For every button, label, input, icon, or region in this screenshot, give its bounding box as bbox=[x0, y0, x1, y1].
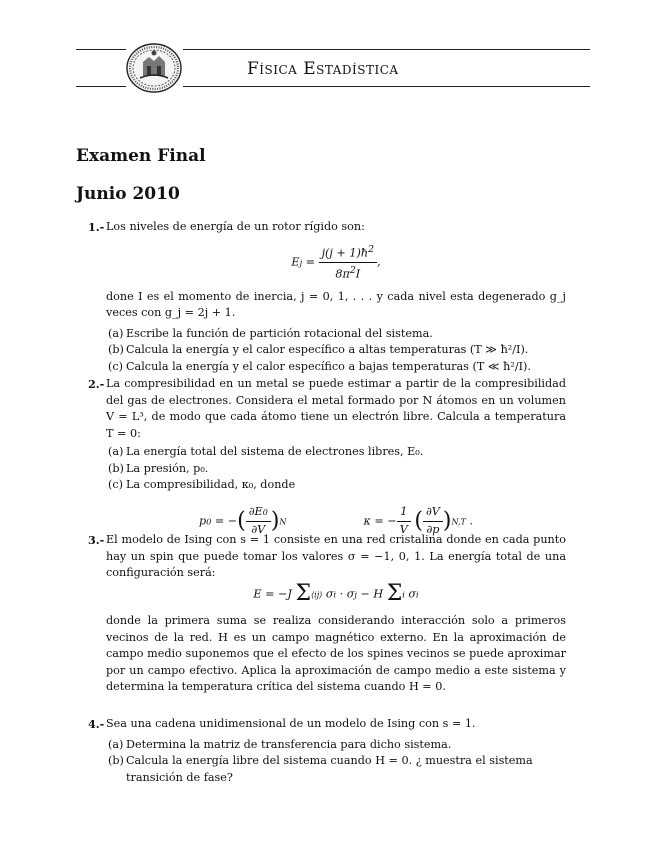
problem-1 bbox=[88, 219, 566, 375]
sub-items bbox=[108, 326, 566, 376]
sub-item: (a) Escribe la función de partición rotacional del sistema. bbox=[108, 326, 433, 340]
exam-date: Junio 2010 bbox=[76, 184, 180, 204]
sub-item: (b) Calcula la energía libre del sistema cuando H = 0. ¿ muestra el sistema transición de fase? bbox=[108, 754, 533, 784]
course-title-text: Física Estadística bbox=[247, 59, 399, 79]
header-rule-bottom-right bbox=[183, 86, 590, 87]
problem-number: 4.- bbox=[88, 717, 105, 731]
sub-item: (b) La presión, p₀. bbox=[108, 461, 209, 475]
problem-number: 1.- bbox=[88, 220, 105, 234]
problem-text: donde la primera suma se realiza considerando interacción solo a primeros vecinos de la red. H es un campo magnético externo. En la aproximación de campo medio suponemos que el efecto de los spines vecinos se puede aproximar por un campo efectivo. Aplica la aproximación de campo medio a este sistema y determina la temperatura crítica del sistema cuando H = 0. bbox=[106, 614, 566, 694]
sub-item: (c) La compresibilidad, κ₀, donde bbox=[108, 478, 296, 491]
course-title bbox=[247, 59, 399, 79]
problem-intro: Los niveles de energía de un rotor rígido son: bbox=[106, 220, 365, 233]
header-rule-bottom-left bbox=[76, 86, 126, 87]
sub-item: (a) La energía total del sistema de electrones libres, E₀. bbox=[108, 445, 424, 458]
exam-title: Examen Final bbox=[76, 146, 206, 166]
problem-number: 3.- bbox=[88, 533, 105, 547]
equation-ising-energy: E = −J Σ⟨ij⟩ σi · σj − H Σi σi bbox=[253, 580, 419, 606]
problem-number: 2.- bbox=[88, 377, 105, 391]
problem-3 bbox=[88, 532, 566, 696]
problem-2 bbox=[88, 376, 566, 545]
sub-item: (b) Calcula la energía y el calor específico a altas temperaturas (T ≫ ħ²/I). bbox=[108, 343, 529, 357]
problem-intro: Sea una cadena unidimensional de un modelo de Ising con s = 1. bbox=[106, 717, 476, 730]
problem-text: done I es el momento de inercia, j = 0, 1, . . . y cada nivel esta degenerado g_j veces con g_j = 2j + 1. bbox=[106, 289, 566, 320]
problem-intro: La compresibilidad en un metal se puede estimar a partir de la compresibilidad del gas de electrones. Considera el metal formado por N átomos en un volumen V = L³, de modo que cada átomo tiene un electrón libre. Calcula a temperatura T = 0: bbox=[106, 377, 566, 440]
header-rule-top-right bbox=[183, 49, 590, 50]
problem-intro: El modelo de Ising con s = 1 consiste en una red cristalina donde en cada punto hay un spin que puede tomar los valores σ = −1, 0, 1. La energía total de una configuración será: bbox=[106, 533, 566, 579]
sub-item: (a) Determina la matriz de transferencia para dicho sistema. bbox=[108, 737, 452, 751]
university-seal-logo bbox=[125, 42, 183, 94]
sub-items bbox=[108, 737, 566, 787]
problem-4 bbox=[88, 716, 566, 786]
equation-compressibility: p0 = −( $\frac{\partial E0}{\partial V}$ )N κ = − $\frac{1}{V}$ ( $\frac{\partial V}{\partial p}$ )N,T . bbox=[199, 504, 473, 536]
header-rule-top-left bbox=[76, 49, 126, 50]
equation-rotor-energy: Ej = $\frac{j(j + 1)ħ^2}{8\pi^2I}$ , bbox=[291, 243, 381, 281]
sub-item: (c) Calcula la energía y el calor específico a bajas temperaturas (T ≪ ħ²/I). bbox=[108, 359, 531, 373]
sub-items bbox=[108, 444, 566, 494]
